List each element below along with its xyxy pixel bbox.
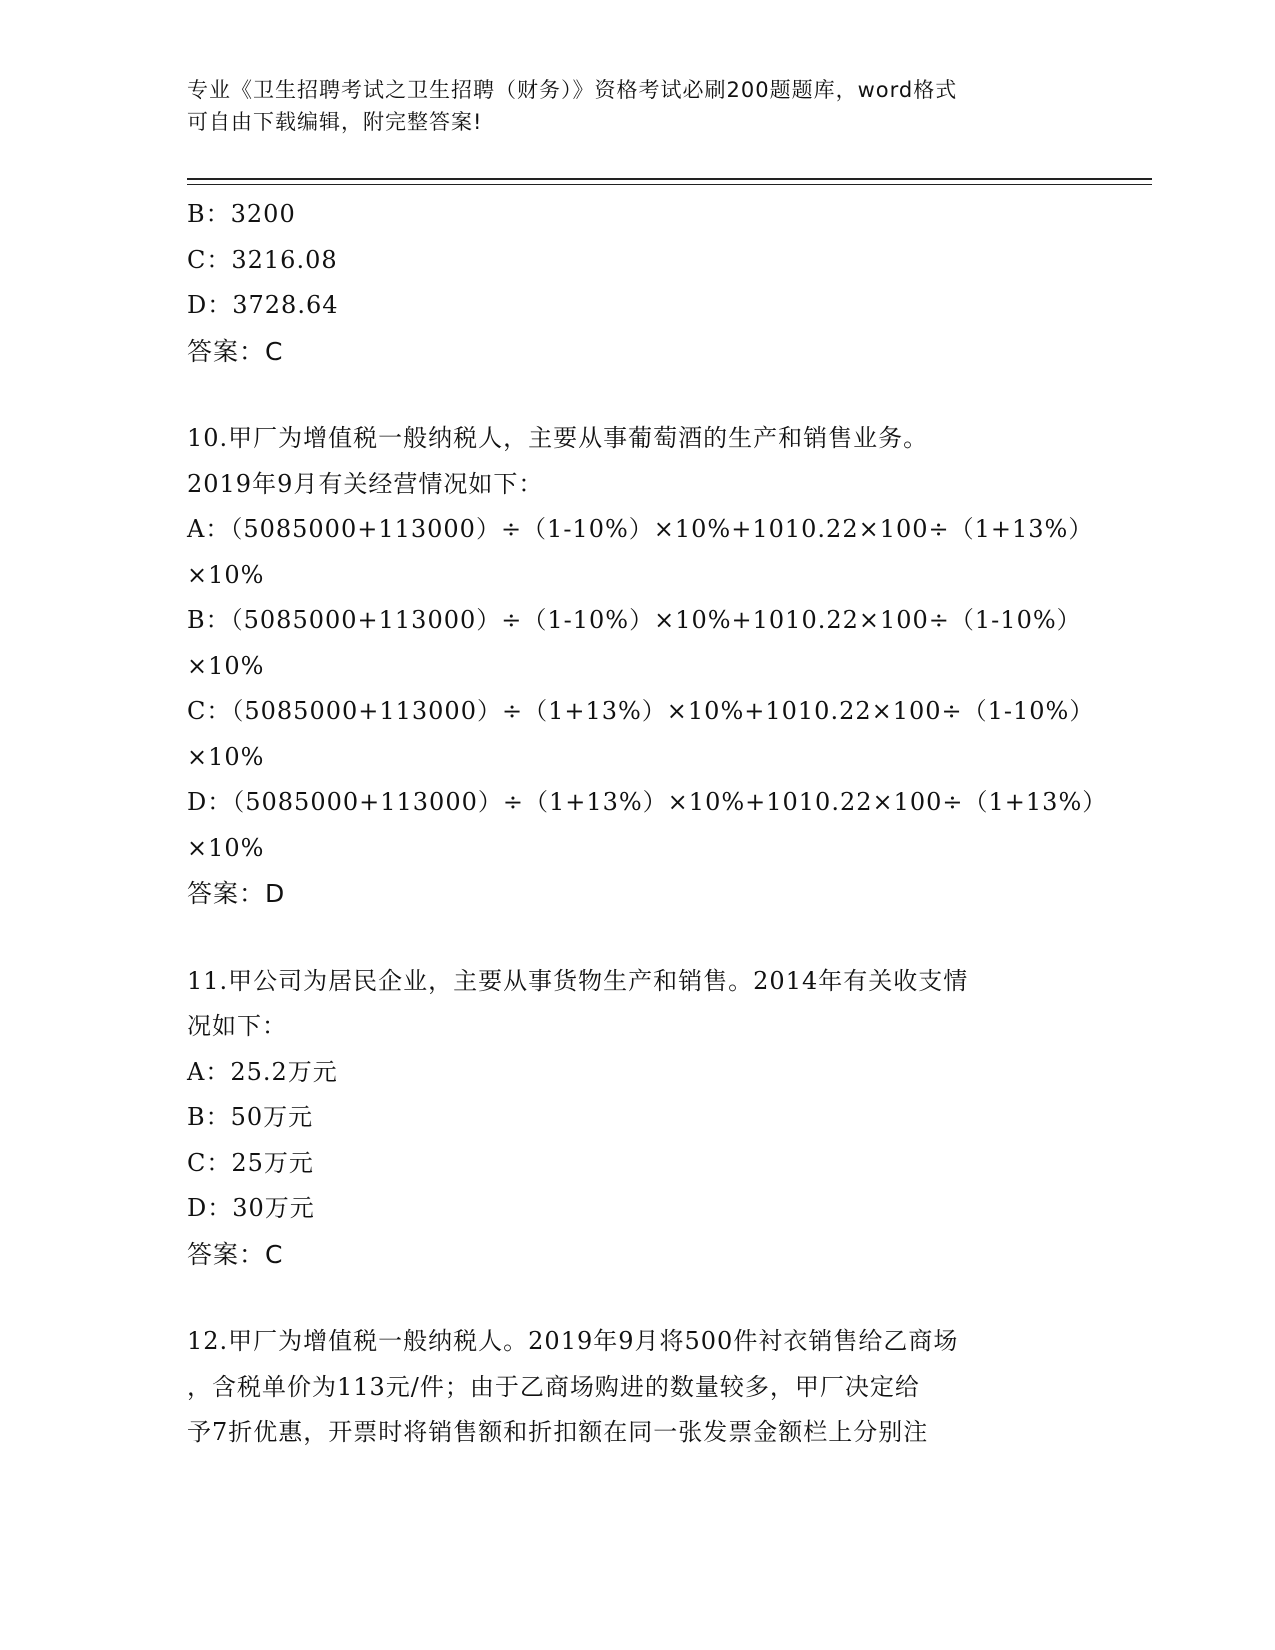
question-9 xyxy=(187,192,1087,374)
question-11 xyxy=(187,959,1087,1278)
header-title-line-1: 专业《卫生招聘考试之卫生招聘（财务）》资格考试必刷200题题库，word格式 xyxy=(187,78,958,102)
q10-stem-line-2: 2019年9月有关经营情况如下： xyxy=(187,469,544,498)
header-divider-thick xyxy=(187,178,1152,180)
q10-option-c-line-2: ×10% xyxy=(187,742,265,771)
q12-stem-line-3: 予7折优惠，开票时将销售额和折扣额在同一张发票金额栏上分别注 xyxy=(187,1418,929,1446)
q10-stem-line-1: 10.甲厂为增值税一般纳税人，主要从事葡萄酒的生产和销售业务。 xyxy=(187,424,929,452)
q10-option-c-line-1: C：（5085000+113000）÷（1+13%）×10%+1010.22×100÷（1-10%） xyxy=(187,697,1095,725)
spacer xyxy=(187,1277,1087,1319)
header-title-line-2: 可自由下载编辑，附完整答案! xyxy=(187,110,483,134)
q12-stem-line-1: 12.甲厂为增值税一般纳税人。2019年9月将500件衬衣销售给乙商场 xyxy=(187,1327,959,1355)
spacer xyxy=(187,917,1087,959)
q12-stem-line-2: ，含税单价为113元/件；由于乙商场购进的数量较多，甲厂决定给 xyxy=(187,1372,920,1401)
q9-answer: 答案：C xyxy=(187,336,284,366)
q10-option-b-line-2: ×10% xyxy=(187,651,265,680)
header-divider-thin xyxy=(187,184,1152,185)
q11-answer: 答案：C xyxy=(187,1239,284,1269)
q11-option-b: B：50万元 xyxy=(187,1103,314,1131)
question-10 xyxy=(187,416,1108,917)
q10-option-d-line-2: ×10% xyxy=(187,833,265,862)
document-header xyxy=(187,74,1087,138)
q11-option-d: D：30万元 xyxy=(187,1194,315,1222)
q10-answer: 答案：D xyxy=(187,879,286,908)
q10-option-a-line-2: ×10% xyxy=(187,560,265,589)
q11-option-a: A：25.2万元 xyxy=(187,1057,338,1086)
q10-option-b-line-1: B：（5085000+113000）÷（1-10%）×10%+1010.22×100÷（1-10%） xyxy=(187,606,1082,634)
q10-option-d-line-1: D：（5085000+113000）÷（1+13%）×10%+1010.22×100÷（1+13%） xyxy=(187,788,1108,816)
q11-stem-line-2: 况如下： xyxy=(187,1012,287,1040)
question-list xyxy=(187,192,1108,1456)
q10-option-a-line-1: A：（5085000+113000）÷（1-10%）×10%+1010.22×100÷（1+13%） xyxy=(187,515,1094,543)
q9-option-c: C：3216.08 xyxy=(187,245,338,274)
q11-option-c: C：25万元 xyxy=(187,1148,314,1177)
spacer xyxy=(187,374,1087,416)
question-12 xyxy=(187,1319,1087,1456)
q9-option-d: D：3728.64 xyxy=(187,291,339,319)
q11-stem-line-1: 11.甲公司为居民企业，主要从事货物生产和销售。2014年有关收支情 xyxy=(187,966,969,995)
q9-option-b: B：3200 xyxy=(187,200,296,228)
